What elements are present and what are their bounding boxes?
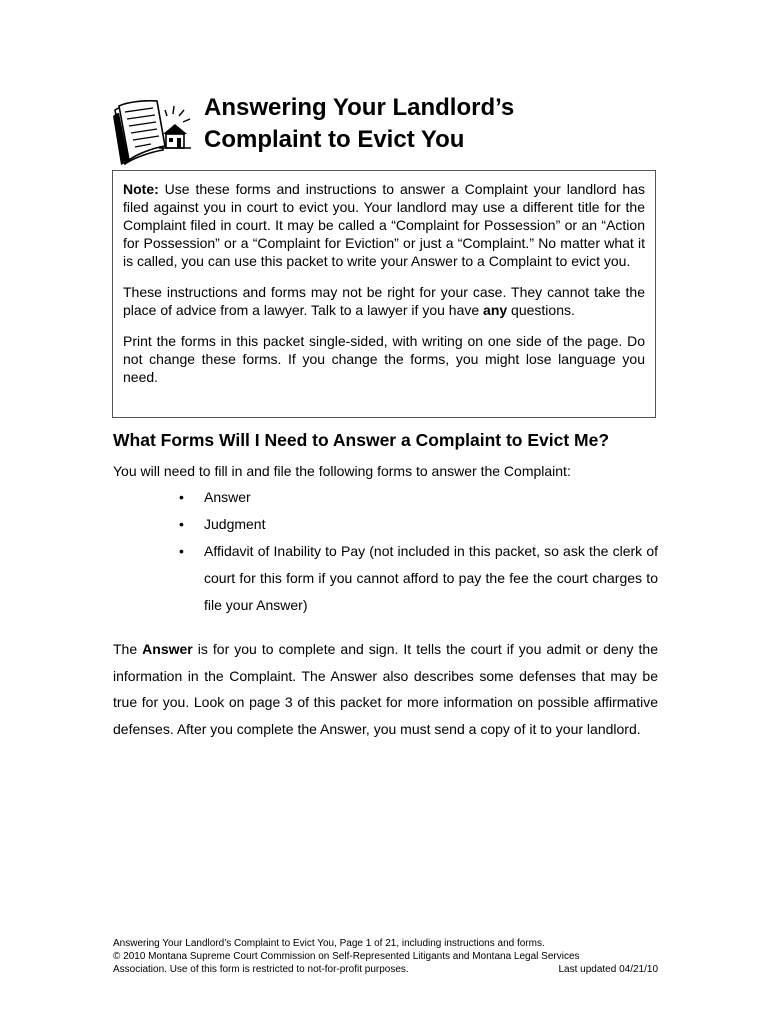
document-house-icon [111, 100, 195, 166]
lawyer-emphasis: any [483, 302, 508, 318]
list-item [175, 538, 658, 619]
footer-line-2: © 2010 Montana Supreme Court Commission on Self-Represented Litigants and Montana Legal Services [113, 951, 580, 962]
note-paragraph [123, 180, 645, 270]
list-item [175, 484, 658, 511]
answer-text-end: is for you to complete and sign. It tells the court if you admit or deny the information in the Complaint. The Answer also describes some defenses that may be true for you. Look on page 3 of this packet for more information on possible affirmative defenses. After you complete the Answer, you must send a copy of it to your landlord. [113, 641, 658, 737]
bullet-icon: • [179, 543, 184, 559]
section-intro: You will need to fill in and file the following forms to answer the Complaint: [113, 463, 571, 479]
bullet-icon: • [179, 489, 184, 505]
answer-emphasis: Answer [142, 641, 193, 657]
print-paragraph: Print the forms in this packet single-sided, with writing on one side of the page. Do not change these forms. If you change the forms, you might lose language you need. [123, 333, 645, 385]
answer-paragraph [113, 636, 658, 742]
footer-usage-note: Association. Use of this form is restricted to not-for-profit purposes. [113, 964, 409, 975]
lawyer-text: These instructions and forms may not be right for your case. They cannot take the place of advice from a lawyer. Talk to a lawyer if you have [123, 284, 645, 318]
footer-updated-date: Last updated 04/21/10 [558, 964, 658, 975]
title-line-1: Answering Your Landlord’s [204, 94, 515, 121]
note-box [112, 170, 656, 418]
lawyer-text-end: questions. [507, 302, 575, 318]
title-line-2: Complaint to Evict You [204, 126, 465, 153]
list-item-label: Judgment [204, 516, 266, 532]
list-item-label: Affidavit of Inability to Pay (not included in this packet, so ask the clerk of court for this form if you cannot afford to pay the fee the court charges to file your Answer) [204, 543, 658, 613]
section-heading: What Forms Will I Need to Answer a Complaint to Evict Me? [113, 430, 610, 450]
note-text: Use these forms and instructions to answer a Complaint your landlord has filed against you in court to evict you. Your landlord may use a different title for the Complaint filed in court. It may be called a “Complaint for Possession” or an “Action for Possession” or a “Complaint for Eviction” or just a “Complaint.” No matter what it is called, you can use this packet to write your Answer to a Complaint to evict you. [123, 181, 645, 269]
list-item [175, 511, 658, 538]
bullet-icon: • [179, 516, 184, 532]
forms-list [175, 484, 658, 619]
footer-line-1: Answering Your Landlord’s Complaint to Evict You, Page 1 of 21, including instructions and forms. [113, 938, 545, 949]
note-label: Note: [123, 181, 159, 197]
page-footer [113, 937, 658, 976]
footer-line-3 [113, 963, 658, 976]
list-item-label: Answer [204, 489, 251, 505]
answer-text: The [113, 641, 143, 657]
lawyer-paragraph [123, 283, 645, 319]
page-title [204, 92, 704, 156]
